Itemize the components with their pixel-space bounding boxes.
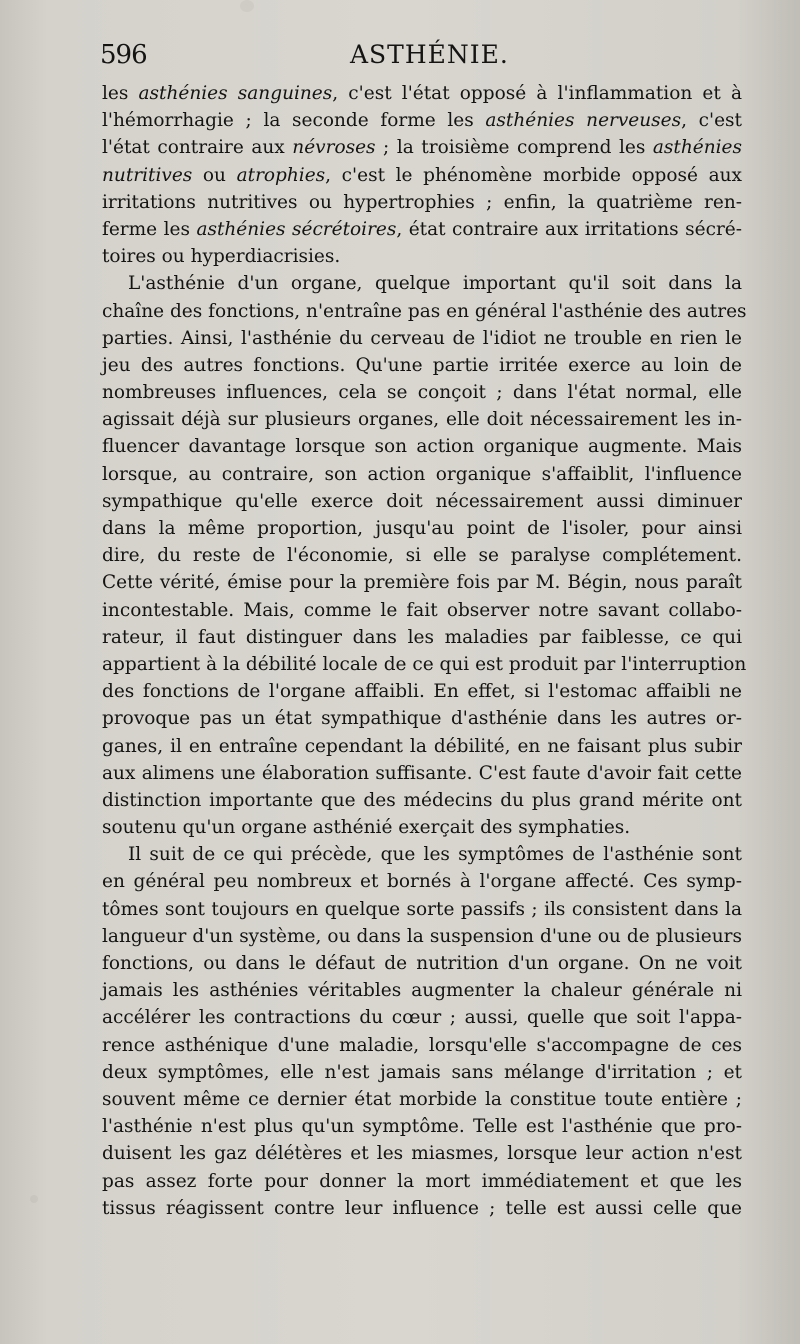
text-line [102, 406, 742, 433]
text-line [102, 787, 742, 814]
text-line [102, 1059, 742, 1086]
text-run: les [102, 83, 139, 104]
text-run: l'hémorrhagie ; la seconde forme les [102, 110, 486, 132]
text-line [102, 80, 742, 107]
running-title: ASTHÉNIE. [350, 40, 509, 69]
text-run: Cette vérité, émise pour la première fois par M. Bégin, nous paraît [102, 572, 742, 594]
text-run: appartient à la débilité locale de ce qui est produit par l'interruption [102, 653, 747, 675]
text-run: tissus réagissent contre leur influence ; telle est aussi celle que [102, 1197, 742, 1219]
text-run: incontestable. Mais, comme le fait observer notre savant collabo- [102, 599, 742, 621]
italic-term: atrophies [236, 164, 326, 186]
text-run: pas assez forte pour donner la mort immédiatement et que les [102, 1170, 742, 1192]
text-run: jamais les asthénies véritables augmenter la chaleur générale ni [102, 980, 742, 1002]
text-run: rateur, il faut distinguer dans les maladies par faiblesse, ce qui [102, 626, 742, 648]
text-run: duisent les gaz délétères et les miasmes, lorsque leur action n'est [102, 1143, 742, 1165]
text-line [102, 624, 742, 651]
page-number: 596 [100, 40, 147, 70]
text-line [102, 298, 747, 325]
text-line [102, 1195, 742, 1222]
text-line [102, 162, 742, 189]
text-run: dire, du reste de l'économie, si elle se paralyse complétement. [102, 545, 742, 567]
text-line [102, 597, 742, 624]
text-line [102, 433, 742, 460]
text-run: , c'est [681, 110, 742, 132]
italic-term: asthénies sécrétoires [196, 218, 397, 240]
text-run: lorsque, au contraire, son action organique s'affaiblit, l'influence [102, 463, 742, 485]
text-run: , c'est l'état opposé à l'inflammation et à [332, 83, 742, 104]
text-line [102, 814, 742, 841]
paper-stain [30, 1195, 38, 1203]
text-line [102, 760, 742, 787]
text-line [102, 733, 742, 760]
text-line [102, 651, 747, 678]
text-run: l'asthénie n'est plus qu'un symptôme. Telle est l'asthénie que pro- [102, 1116, 742, 1138]
text-line [102, 705, 742, 732]
text-line [102, 189, 742, 216]
text-line [102, 107, 742, 134]
text-run: ganes, il en entraîne cependant la débilité, en ne faisant plus subir [102, 735, 742, 757]
italic-term: asthénies sanguines [138, 83, 333, 104]
text-run: parties. Ainsi, l'asthénie du cerveau de l'idiot ne trouble en rien le [102, 327, 742, 349]
text-run: distinction importante que des médecins du plus grand mérite ont [102, 789, 742, 811]
text-run: Il suit de ce qui précède, que les symptômes de l'asthénie sont [128, 844, 742, 866]
text-run: ; la troisième comprend les [375, 137, 653, 159]
text-line [102, 461, 742, 488]
text-line [102, 868, 742, 895]
text-line [102, 1113, 742, 1140]
text-line [102, 1140, 742, 1167]
text-run: accélérer les contractions du cœur ; aussi, quelle que soit l'appa- [102, 1007, 742, 1029]
text-run: ou [192, 164, 237, 186]
text-run: nombreuses influences, cela se conçoit ; dans l'état normal, elle [102, 382, 742, 404]
text-run: tômes sont toujours en quelque sorte passifs ; ils consistent dans la [102, 898, 742, 920]
text-line [102, 216, 742, 243]
italic-term: névroses [292, 137, 376, 159]
text-run: souvent même ce dernier état morbide la constitue toute entière ; [102, 1088, 742, 1110]
text-line [102, 923, 742, 950]
text-line [102, 1168, 742, 1195]
text-run: sympathique qu'elle exerce doit nécessairement aussi diminuer [102, 490, 742, 512]
text-line [102, 243, 742, 270]
paper-stain [240, 0, 254, 12]
text-line [102, 352, 742, 379]
text-line [102, 515, 742, 542]
text-run: fluencer davantage lorsque son action organique augmente. Mais [102, 436, 742, 458]
text-run: chaîne des fonctions, n'entraîne pas en général l'asthénie des autres [102, 300, 747, 322]
text-run: toires ou hyperdiacrisies. [102, 246, 341, 268]
text-run: , c'est le phénomène morbide opposé aux [325, 164, 742, 186]
text-run: des fonctions de l'organe affaibli. En effet, si l'estomac affaibli ne [102, 681, 742, 703]
text-line [102, 1004, 742, 1031]
text-run: , état contraire aux irritations sécré- [396, 218, 742, 240]
text-line [102, 379, 742, 406]
text-line [102, 488, 742, 515]
text-line [102, 569, 742, 596]
text-run: irritations nutritives ou hypertrophies ; enfin, la quatrième ren- [102, 191, 742, 213]
text-body [102, 80, 747, 1222]
text-line [102, 841, 742, 868]
text-run: en général peu nombreux et bornés à l'organe affecté. Ces symp- [102, 871, 742, 893]
text-line [102, 325, 742, 352]
text-run: rence asthénique d'une maladie, lorsqu'elle s'accompagne de ces [102, 1034, 742, 1056]
text-line [102, 270, 742, 297]
text-run: ferme les [102, 218, 197, 240]
text-line [102, 1086, 742, 1113]
text-run: l'état contraire aux [102, 137, 293, 159]
text-line [102, 896, 742, 923]
text-run: fonctions, ou dans le défaut de nutrition d'un organe. On ne voit [102, 953, 742, 974]
italic-term: asthénies nerveuses [485, 110, 682, 132]
text-run: soutenu qu'un organe asthénié exerçait des symphaties. [102, 817, 631, 839]
page-header [100, 40, 740, 74]
text-run: aux alimens une élaboration suffisante. C'est faute d'avoir fait cette [102, 762, 742, 784]
text-run: L'asthénie d'un organe, quelque important qu'il soit dans la [128, 273, 742, 295]
text-line [102, 977, 742, 1004]
text-run: jeu des autres fonctions. Qu'une partie irritée exerce au loin de [102, 354, 742, 376]
text-run: dans la même proportion, jusqu'au point de l'isoler, pour ainsi [102, 518, 742, 539]
text-run: langueur d'un système, ou dans la suspension d'une ou de plusieurs [102, 925, 742, 947]
italic-term: nutritives [102, 164, 193, 186]
text-line [102, 134, 742, 161]
text-run: deux symptômes, elle n'est jamais sans mélange d'irritation ; et [102, 1061, 742, 1083]
text-run: agissait déjà sur plusieurs organes, elle doit nécessairement les in- [102, 409, 742, 431]
text-run: provoque pas un état sympathique d'asthénie dans les autres or- [102, 708, 742, 730]
italic-term: asthénies [652, 137, 742, 159]
text-line [102, 678, 742, 705]
text-line [102, 950, 742, 977]
text-line [102, 1032, 742, 1059]
text-line [102, 542, 742, 569]
